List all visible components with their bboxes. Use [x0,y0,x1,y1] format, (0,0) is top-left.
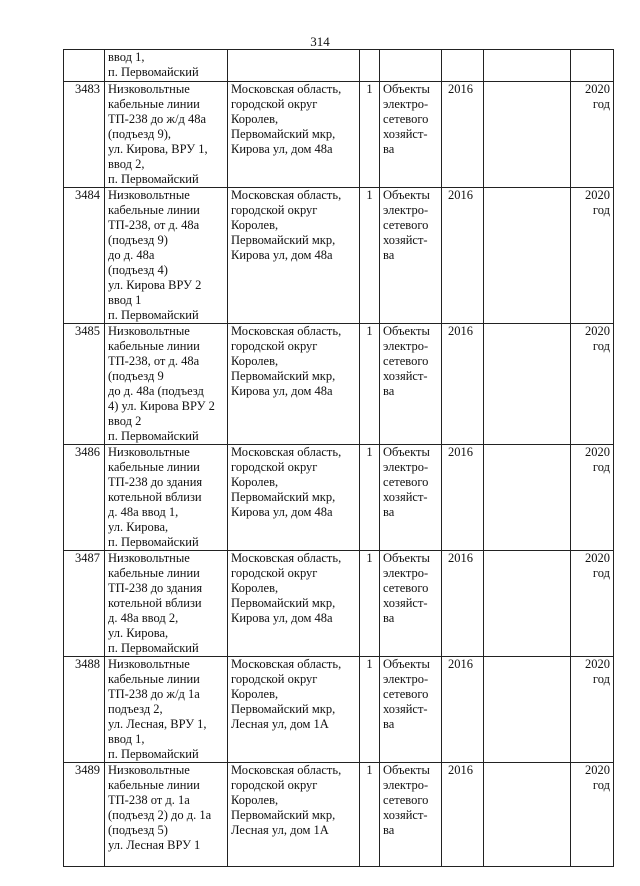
cell-empty [484,657,571,763]
cell-empty [484,445,571,551]
cell-year: 2016 [442,324,484,445]
cell-num: 3483 [64,82,105,188]
page-number: 314 [310,34,330,49]
cell-name: Низковольтные кабельные линии ТП-238 до ж/д 48а (подъезд 9), ул. Кирова, ВРУ 1, ввод 2, п. Первомайский [105,82,228,188]
cell-qty: 1 [360,445,380,551]
cell-address: Московская область, городской округ Королев, Первомайский мкр, Лесная ул, дом 1А [228,657,360,763]
cell-address: Московская область, городской округ Королев, Первомайский мкр, Кирова ул, дом 48а [228,551,360,657]
cell-qty: 1 [360,551,380,657]
table-row [64,763,614,867]
cell-qty [360,50,380,82]
cell-year: 2016 [442,188,484,324]
table-row [64,82,614,188]
table-row [64,551,614,657]
table-row-continuation [64,50,614,82]
cell-address: Московская область, городской округ Королев, Первомайский мкр, Кирова ул, дом 48а [228,82,360,188]
cell-empty [484,50,571,82]
cell-category: Объекты электро- сетевого хозяйст- ва [380,445,442,551]
cell-period: 2020 год [571,82,614,188]
cell-name: Низковольтные кабельные линии ТП-238, от д. 48а (подъезд 9 до д. 48а (подъезд 4) ул. Кирова ВРУ 2 ввод 2 п. Первомайский [105,324,228,445]
cell-period [571,50,614,82]
cell-qty: 1 [360,763,380,867]
cell-category [380,50,442,82]
cell-period: 2020 год [571,324,614,445]
cell-qty: 1 [360,657,380,763]
cell-address: Московская область, городской округ Королев, Первомайский мкр, Кирова ул, дом 48а [228,188,360,324]
cell-year: 2016 [442,551,484,657]
cell-name: Низковольтные кабельные линии ТП-238 до здания котельной вблизи д. 48а ввод 1, ул. Кирова, п. Первомайский [105,445,228,551]
cell-category: Объекты электро- сетевого хозяйст- ва [380,551,442,657]
cell-period: 2020 год [571,188,614,324]
cell-name: Низковольтные кабельные линии ТП-238, от д. 48а (подъезд 9) до д. 48а (подъезд 4) ул. Кирова ВРУ 2 ввод 1 п. Первомайский [105,188,228,324]
cell-name: Низковольтные кабельные линии ТП-238 до здания котельной вблизи д. 48а ввод 2, ул. Кирова, п. Первомайский [105,551,228,657]
cell-category: Объекты электро- сетевого хозяйст- ва [380,188,442,324]
cell-name: ввод 1, п. Первомайский [105,50,228,82]
cell-address: Московская область, городской округ Королев, Первомайский мкр, Лесная ул, дом 1А [228,763,360,867]
cell-num: 3489 [64,763,105,867]
cell-period: 2020 год [571,657,614,763]
cell-name: Низковольтные кабельные линии ТП-238 от д. 1а (подъезд 2) до д. 1а (подъезд 5) ул. Лесная ВРУ 1 [105,763,228,867]
cell-period: 2020 год [571,763,614,867]
cell-qty: 1 [360,324,380,445]
cell-name: Низковольтные кабельные линии ТП-238 до ж/д 1а подъезд 2, ул. Лесная, ВРУ 1, ввод 1, п. Первомайский [105,657,228,763]
cell-year: 2016 [442,657,484,763]
table-row [64,657,614,763]
cell-address: Московская область, городской округ Королев, Первомайский мкр, Кирова ул, дом 48а [228,324,360,445]
cell-year [442,50,484,82]
table-row [64,188,614,324]
cell-address: Московская область, городской округ Королев, Первомайский мкр, Кирова ул, дом 48а [228,445,360,551]
cell-empty [484,763,571,867]
cell-num: 3488 [64,657,105,763]
cell-num: 3487 [64,551,105,657]
cell-empty [484,324,571,445]
cell-address [228,50,360,82]
table-row [64,445,614,551]
cell-empty [484,551,571,657]
cell-year: 2016 [442,445,484,551]
cell-num [64,50,105,82]
cell-year: 2016 [442,763,484,867]
table-row [64,324,614,445]
cell-qty: 1 [360,188,380,324]
cell-num: 3484 [64,188,105,324]
cell-num: 3485 [64,324,105,445]
cell-period: 2020 год [571,445,614,551]
cell-qty: 1 [360,82,380,188]
cell-category: Объекты электро- сетевого хозяйст- ва [380,763,442,867]
registry-table [63,49,614,867]
cell-empty [484,82,571,188]
cell-period: 2020 год [571,551,614,657]
cell-year: 2016 [442,82,484,188]
cell-category: Объекты электро- сетевого хозяйст- ва [380,324,442,445]
cell-empty [484,188,571,324]
cell-num: 3486 [64,445,105,551]
cell-category: Объекты электро- сетевого хозяйст- ва [380,82,442,188]
cell-category: Объекты электро- сетевого хозяйст- ва [380,657,442,763]
